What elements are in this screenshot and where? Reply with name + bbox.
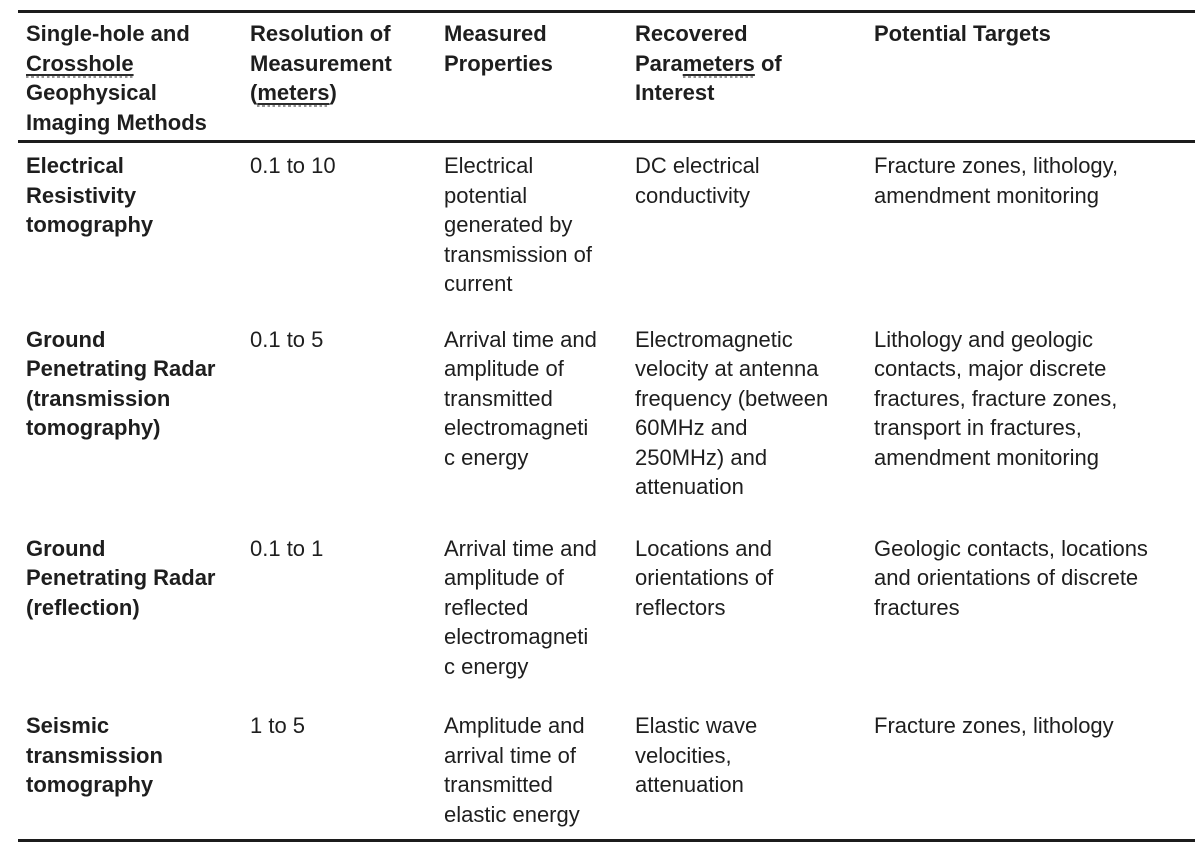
cell-recovered <box>635 317 874 526</box>
cell-method <box>18 142 250 317</box>
text-line: velocities, <box>635 742 732 768</box>
text-line: 0.1 to 5 <box>250 326 324 352</box>
cell-resolution <box>250 526 444 704</box>
text-line: amendment monitoring <box>874 444 1100 470</box>
text-line: 0.1 to 1 <box>250 535 324 561</box>
text-line: fractures, fracture zones, <box>874 385 1118 411</box>
cell-recovered <box>635 526 874 704</box>
text-line: orientations of <box>635 565 774 590</box>
text-line: DC electrical <box>635 153 760 178</box>
text-line: transmission <box>26 742 163 768</box>
cell-method <box>18 703 250 841</box>
cell-method <box>18 526 250 704</box>
text-line: reflected <box>444 594 529 620</box>
cell-targets <box>874 142 1195 317</box>
text-line: Single-hole and <box>26 21 190 46</box>
cell-resolution <box>250 317 444 526</box>
text-line: Properties <box>444 50 553 76</box>
text-line: 250MHz) and <box>635 444 768 470</box>
geophysical-methods-table <box>18 10 1195 842</box>
misspelled-word: meters <box>257 80 330 105</box>
text-line: amplitude of <box>444 356 564 381</box>
text-line: potential <box>444 182 528 208</box>
text-line: Measured <box>444 21 547 46</box>
table-row <box>18 526 1195 704</box>
text-line: Amplitude and <box>444 713 585 738</box>
text-line: c energy <box>444 653 529 679</box>
text-line: Electromagnetic <box>635 326 793 352</box>
text-line: (transmission <box>26 385 171 411</box>
text-line: tomography) <box>26 415 161 440</box>
cell-measured <box>444 142 635 317</box>
text-line: arrival time of <box>444 742 577 768</box>
text-line: Ground <box>26 535 106 561</box>
text-line: reflectors <box>635 594 726 620</box>
text-line: Resolution of <box>250 21 391 46</box>
cell-targets <box>874 703 1195 841</box>
text-line: tomography <box>26 212 154 237</box>
cell-method <box>18 317 250 526</box>
text-line: 1 to 5 <box>250 713 306 738</box>
column-header-method <box>18 12 250 142</box>
text-line: Ground <box>26 326 106 352</box>
text-line: contacts, major discrete <box>874 356 1107 381</box>
misspelled-word: meters <box>682 50 755 76</box>
table-row <box>18 703 1195 841</box>
text-line: attenuation <box>635 474 744 499</box>
text-line: amendment monitoring <box>874 182 1100 208</box>
text-line: electromagneti <box>444 415 589 440</box>
text-line: Electrical <box>444 153 534 178</box>
text-line: Penetrating Radar <box>26 356 216 381</box>
text-line: (reflection) <box>26 594 140 620</box>
text-line: elastic energy <box>444 801 580 827</box>
text-line: tomography <box>26 772 154 797</box>
text-line: generated by <box>444 212 573 237</box>
column-header-recovered <box>635 12 874 142</box>
text-line: Seismic <box>26 713 110 738</box>
text-line: and orientations of discrete <box>874 565 1139 590</box>
text-line: Resistivity <box>26 182 137 208</box>
cell-measured <box>444 526 635 704</box>
text-line: Parameters of <box>635 50 782 76</box>
text-line: c energy <box>444 444 529 470</box>
text-line: Electrical <box>26 153 124 178</box>
misspelled-word: Crosshole <box>26 50 134 76</box>
text-line: Arrival time and <box>444 535 597 561</box>
cell-resolution <box>250 142 444 317</box>
text-line: Geologic contacts, locations <box>874 535 1148 561</box>
table-row <box>18 317 1195 526</box>
text-line: 0.1 to 10 <box>250 153 336 178</box>
text-line: Interest <box>635 80 715 105</box>
column-header-measured <box>444 12 635 142</box>
column-header-targets <box>874 12 1195 142</box>
text-line: Measurement <box>250 50 392 76</box>
text-line: Potential Targets <box>874 21 1051 46</box>
text-line: current <box>444 271 513 296</box>
cell-resolution <box>250 703 444 841</box>
text-line: conductivity <box>635 182 750 208</box>
text-line: Imaging Methods <box>26 109 207 135</box>
text-line <box>26 49 250 79</box>
cell-measured <box>444 317 635 526</box>
text-line: transmission of <box>444 241 592 267</box>
text-line: Fracture zones, lithology, <box>874 153 1119 178</box>
text-line: Locations and <box>635 535 772 561</box>
cell-targets <box>874 317 1195 526</box>
text-line: transmitted <box>444 385 553 411</box>
text-line: Geophysical <box>26 80 157 105</box>
text-line: 60MHz and <box>635 415 748 440</box>
text-line: attenuation <box>635 772 744 797</box>
text-line: transport in fractures, <box>874 415 1082 440</box>
text-line: Recovered <box>635 21 748 46</box>
text-line: Arrival time and <box>444 326 597 352</box>
table-container <box>18 10 1195 842</box>
cell-recovered <box>635 142 874 317</box>
text-line: Elastic wave <box>635 713 758 738</box>
text-line: transmitted <box>444 772 553 797</box>
text-line: Penetrating Radar <box>26 565 216 590</box>
cell-targets <box>874 526 1195 704</box>
text-line: velocity at antenna <box>635 356 819 381</box>
text-line: frequency (between <box>635 385 829 411</box>
cell-measured <box>444 703 635 841</box>
text-line: electromagneti <box>444 624 589 649</box>
cell-recovered <box>635 703 874 841</box>
text-line: Lithology and geologic <box>874 326 1093 352</box>
column-header-resolution <box>250 12 444 142</box>
table-row <box>18 142 1195 317</box>
header-row <box>18 12 1195 142</box>
text-line: fractures <box>874 594 960 620</box>
table-body <box>18 142 1195 841</box>
text-line: amplitude of <box>444 565 564 590</box>
text-line: (meters) <box>250 80 337 105</box>
text-line: Fracture zones, lithology <box>874 713 1114 738</box>
